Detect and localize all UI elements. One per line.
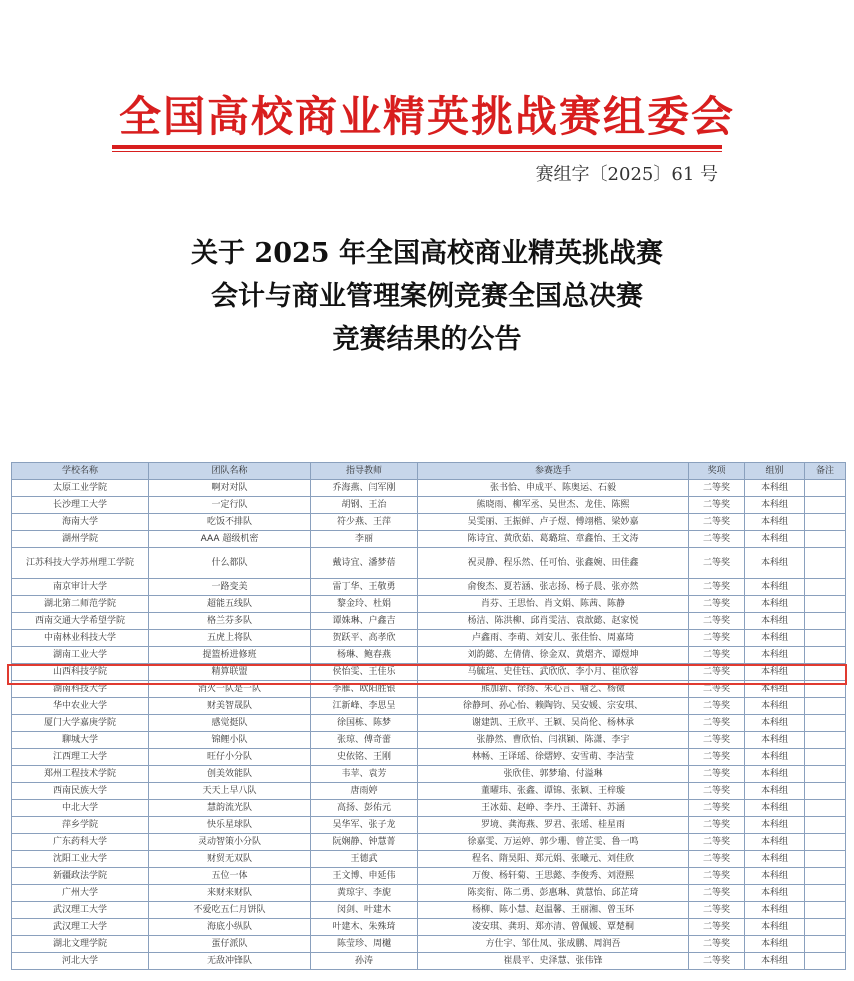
cell-remarks: [805, 885, 846, 902]
cell-participants: 王冰茹、赵峥、李丹、王潇轩、苏涵: [418, 800, 689, 817]
cell-group: 本科组: [745, 834, 805, 851]
cell-school: 南京审计大学: [12, 579, 149, 596]
table-row: [12, 480, 846, 497]
cell-group: 本科组: [745, 749, 805, 766]
cell-advisor: 王文博、申延伟: [311, 868, 418, 885]
table-row: [12, 749, 846, 766]
cell-school: 湖北文理学院: [12, 936, 149, 953]
cell-participants: 董曜玮、张鑫、谭锦、张颖、王梓璇: [418, 783, 689, 800]
cell-group: 本科组: [745, 531, 805, 548]
cell-award: 二等奖: [689, 497, 745, 514]
cell-group: 本科组: [745, 868, 805, 885]
cell-advisor: 李雁、欧阳胜银: [311, 681, 418, 698]
cell-school: 长沙理工大学: [12, 497, 149, 514]
cell-school: 太原工业学院: [12, 480, 149, 497]
cell-participants: 张欣佳、郭梦瑜、付溢琳: [418, 766, 689, 783]
cell-advisor: 侯怡雯、王佳乐: [311, 664, 418, 681]
cell-award: 二等奖: [689, 851, 745, 868]
table-row: [12, 630, 846, 647]
cell-award: 二等奖: [689, 936, 745, 953]
cell-remarks: [805, 800, 846, 817]
cell-participants: 杨柳、陈小慧、赵温馨、王丽湘、曾玉环: [418, 902, 689, 919]
cell-award: 二等奖: [689, 766, 745, 783]
cell-group: 本科组: [745, 579, 805, 596]
cell-remarks: [805, 531, 846, 548]
cell-award: 二等奖: [689, 902, 745, 919]
cell-group: 本科组: [745, 783, 805, 800]
headline-line-2: 会计与商业管理案例竞赛全国总决赛: [211, 281, 643, 312]
cell-participants: 刘韵懿、左倩倩、徐金双、黄熠齐、谭煜坤: [418, 647, 689, 664]
cell-advisor: 叶建木、朱殊琦: [311, 919, 418, 936]
table-row: [12, 868, 846, 885]
table-row: [12, 715, 846, 732]
cell-award: 二等奖: [689, 885, 745, 902]
cell-remarks: [805, 834, 846, 851]
cell-award: 二等奖: [689, 514, 745, 531]
table-row: [12, 800, 846, 817]
table-row: [12, 681, 846, 698]
table-row: [12, 817, 846, 834]
table-row: [12, 885, 846, 902]
cell-advisor: 黄琼宇、李旎: [311, 885, 418, 902]
cell-team: 五位一体: [149, 868, 311, 885]
table-row: [12, 936, 846, 953]
cell-group: 本科组: [745, 681, 805, 698]
cell-remarks: [805, 766, 846, 783]
cell-participants: 谢建凯、王欣平、王颖、吴尚伦、杨林承: [418, 715, 689, 732]
cell-remarks: [805, 548, 846, 579]
cell-advisor: 胡钢、王治: [311, 497, 418, 514]
cell-remarks: [805, 596, 846, 613]
column-header-remarks: 备注: [805, 463, 846, 480]
cell-award: 二等奖: [689, 783, 745, 800]
table-row: [12, 766, 846, 783]
cell-award: 二等奖: [689, 596, 745, 613]
cell-school: 海南大学: [12, 514, 149, 531]
cell-participants: 杨洁、陈洪柳、邱肖雯洁、袁歆懿、赵家悦: [418, 613, 689, 630]
cell-remarks: [805, 579, 846, 596]
cell-team: 来财来财队: [149, 885, 311, 902]
cell-award: 二等奖: [689, 531, 745, 548]
cell-school: 武汉理工大学: [12, 919, 149, 936]
cell-team: 感觉挺队: [149, 715, 311, 732]
cell-remarks: [805, 681, 846, 698]
table-row: [12, 698, 846, 715]
cell-participants: 肖芬、王思怡、肖文娟、陈茜、陈静: [418, 596, 689, 613]
cell-award: 二等奖: [689, 817, 745, 834]
cell-team: 创美效能队: [149, 766, 311, 783]
cell-participants: 张书恰、申成平、陈奥运、石毅: [418, 480, 689, 497]
table-row: [12, 548, 846, 579]
red-rule-thin: [112, 151, 722, 152]
cell-participants: 崔晨平、史泽慧、张伟锋: [418, 953, 689, 970]
cell-team: 一定行队: [149, 497, 311, 514]
cell-remarks: [805, 664, 846, 681]
headline-line-1: 关于 2025 年全国高校商业精英挑战赛: [191, 238, 663, 269]
table-row: [12, 514, 846, 531]
table-row: [12, 953, 846, 970]
cell-advisor: 雷丁华、王敬勇: [311, 579, 418, 596]
cell-group: 本科组: [745, 497, 805, 514]
cell-remarks: [805, 817, 846, 834]
column-header-participants: 参赛选手: [418, 463, 689, 480]
cell-participants: 程名、隋昊阳、郑元娟、张曦元、刘佳欣: [418, 851, 689, 868]
cell-advisor: 孙涛: [311, 953, 418, 970]
cell-team: 蛋仔派队: [149, 936, 311, 953]
cell-award: 二等奖: [689, 613, 745, 630]
cell-group: 本科组: [745, 715, 805, 732]
table-header-row: [12, 463, 846, 480]
cell-award: 二等奖: [689, 698, 745, 715]
cell-group: 本科组: [745, 548, 805, 579]
table-row: [12, 579, 846, 596]
cell-team: 海底小纵队: [149, 919, 311, 936]
cell-participants: 熊晓雨、柳军丞、吴世杰、龙佳、陈熙: [418, 497, 689, 514]
cell-team: 超能五线队: [149, 596, 311, 613]
cell-school: 江苏科技大学苏州理工学院: [12, 548, 149, 579]
cell-participants: 方仕宇、邹仕凤、张成鹏、周润吾: [418, 936, 689, 953]
cell-remarks: [805, 953, 846, 970]
announcement-headline: [0, 232, 854, 361]
cell-participants: 罗境、龚海燕、罗君、张瑶、桂星雨: [418, 817, 689, 834]
cell-school: 聊城大学: [12, 732, 149, 749]
cell-participants: 马毓瑄、史佳钰、武欣欣、李小月、崔欣蓉: [418, 664, 689, 681]
cell-participants: 熊加新、徐扬、朱心言、喻艺、杨微: [418, 681, 689, 698]
table-row: [12, 851, 846, 868]
cell-school: 萍乡学院: [12, 817, 149, 834]
cell-school: 广东药科大学: [12, 834, 149, 851]
table-row: [12, 732, 846, 749]
cell-team: AAA 超级机密: [149, 531, 311, 548]
cell-participants: 俞俊杰、夏若涵、张志扬、杨子晨、张亦然: [418, 579, 689, 596]
cell-participants: 陈诗宜、黄欣茹、葛璐瑄、章鑫怡、王文涛: [418, 531, 689, 548]
results-table: [11, 462, 846, 970]
cell-remarks: [805, 919, 846, 936]
cell-team: 财美智晟队: [149, 698, 311, 715]
cell-school: 西南民族大学: [12, 783, 149, 800]
table-row: [12, 783, 846, 800]
table-row: [12, 647, 846, 664]
table-row: [12, 497, 846, 514]
cell-group: 本科组: [745, 953, 805, 970]
cell-advisor: 阮娴静、钟慧菁: [311, 834, 418, 851]
cell-advisor: 张琼、傅奇蕾: [311, 732, 418, 749]
cell-remarks: [805, 715, 846, 732]
cell-award: 二等奖: [689, 480, 745, 497]
cell-group: 本科组: [745, 919, 805, 936]
cell-award: 二等奖: [689, 732, 745, 749]
cell-team: 一路变美: [149, 579, 311, 596]
cell-remarks: [805, 497, 846, 514]
cell-participants: 祝灵静、程乐然、任可怡、张鑫婉、田佳鑫: [418, 548, 689, 579]
cell-group: 本科组: [745, 732, 805, 749]
cell-remarks: [805, 936, 846, 953]
cell-remarks: [805, 480, 846, 497]
table-row: [12, 596, 846, 613]
cell-remarks: [805, 902, 846, 919]
cell-team: 锦鲤小队: [149, 732, 311, 749]
cell-participants: 陈奕衔、陈二勇、彭惠琳、黄慧怡、邱芷琦: [418, 885, 689, 902]
cell-award: 二等奖: [689, 800, 745, 817]
cell-award: 二等奖: [689, 834, 745, 851]
cell-school: 中北大学: [12, 800, 149, 817]
cell-advisor: 闵剑、叶建木: [311, 902, 418, 919]
cell-school: 湖州学院: [12, 531, 149, 548]
cell-advisor: 黎金玲、杜娟: [311, 596, 418, 613]
cell-remarks: [805, 783, 846, 800]
cell-team: 五虎上将队: [149, 630, 311, 647]
cell-advisor: 李丽: [311, 531, 418, 548]
cell-group: 本科组: [745, 596, 805, 613]
cell-team: 财贸无双队: [149, 851, 311, 868]
cell-school: 新疆政法学院: [12, 868, 149, 885]
table-row: [12, 834, 846, 851]
cell-participants: 林畅、王译瑶、徐熠婷、安雪萌、李洁莹: [418, 749, 689, 766]
cell-award: 二等奖: [689, 630, 745, 647]
cell-advisor: 高扬、彭佑元: [311, 800, 418, 817]
cell-school: 中南林业科技大学: [12, 630, 149, 647]
cell-award: 二等奖: [689, 953, 745, 970]
cell-group: 本科组: [745, 514, 805, 531]
cell-advisor: 杨琳、鲍春燕: [311, 647, 418, 664]
cell-school: 沈阳工业大学: [12, 851, 149, 868]
cell-participants: 徐嘉雯、万运婷、郭少珊、曾芷雯、鲁一鸣: [418, 834, 689, 851]
cell-team: 灵动智策小分队: [149, 834, 311, 851]
column-header-school: 学校名称: [12, 463, 149, 480]
column-header-group: 组别: [745, 463, 805, 480]
cell-remarks: [805, 851, 846, 868]
cell-award: 二等奖: [689, 647, 745, 664]
cell-remarks: [805, 647, 846, 664]
red-rule-thick: [112, 145, 722, 149]
cell-group: 本科组: [745, 480, 805, 497]
org-title: 全国高校商业精英挑战赛组委会: [118, 92, 735, 141]
cell-participants: 凌安琪、龚玥、郑亦清、曾佩媛、覃楚桐: [418, 919, 689, 936]
cell-group: 本科组: [745, 851, 805, 868]
cell-remarks: [805, 868, 846, 885]
cell-participants: 徐静珂、孙心怡、赖陶钧、吴安媛、宗安琪、: [418, 698, 689, 715]
cell-advisor: 戴诗宜、潘梦蓓: [311, 548, 418, 579]
cell-team: 不爱吃五仁月饼队: [149, 902, 311, 919]
cell-advisor: 吴华军、张子龙: [311, 817, 418, 834]
cell-school: 湖南工业大学: [12, 647, 149, 664]
column-header-award: 奖项: [689, 463, 745, 480]
cell-team: 无敌冲锋队: [149, 953, 311, 970]
cell-advisor: 徐国栋、陈梦: [311, 715, 418, 732]
cell-award: 二等奖: [689, 715, 745, 732]
cell-participants: 万俊、杨轩菊、王思懿、李俊秀、刘澄熙: [418, 868, 689, 885]
cell-award: 二等奖: [689, 749, 745, 766]
cell-group: 本科组: [745, 902, 805, 919]
table-row: [12, 664, 846, 681]
cell-group: 本科组: [745, 647, 805, 664]
cell-team: 格兰芬多队: [149, 613, 311, 630]
cell-school: 河北大学: [12, 953, 149, 970]
cell-school: 武汉理工大学: [12, 902, 149, 919]
column-header-team: 团队名称: [149, 463, 311, 480]
cell-team: 消火一队是一队: [149, 681, 311, 698]
cell-remarks: [805, 630, 846, 647]
cell-participants: 卢鑫雨、李萌、刘安儿、张佳怡、周嘉琦: [418, 630, 689, 647]
cell-group: 本科组: [745, 885, 805, 902]
cell-group: 本科组: [745, 800, 805, 817]
cell-group: 本科组: [745, 698, 805, 715]
cell-group: 本科组: [745, 936, 805, 953]
table-row: [12, 613, 846, 630]
headline-line-3: 竞赛结果的公告: [332, 324, 522, 355]
cell-group: 本科组: [745, 613, 805, 630]
cell-advisor: 韦苹、袁芳: [311, 766, 418, 783]
cell-advisor: 王德武: [311, 851, 418, 868]
cell-remarks: [805, 514, 846, 531]
cell-remarks: [805, 613, 846, 630]
cell-remarks: [805, 732, 846, 749]
cell-remarks: [805, 698, 846, 715]
cell-award: 二等奖: [689, 548, 745, 579]
cell-advisor: 江新峰、李思呈: [311, 698, 418, 715]
cell-team: 吃饭不排队: [149, 514, 311, 531]
cell-advisor: 贺跃平、高孝欣: [311, 630, 418, 647]
cell-school: 西南交通大学希望学院: [12, 613, 149, 630]
cell-advisor: 史依铭、王刚: [311, 749, 418, 766]
table-row: [12, 531, 846, 548]
cell-participants: 张静然、曹欣怡、闫祺颖、陈潇、李宇: [418, 732, 689, 749]
cell-school: 江西理工大学: [12, 749, 149, 766]
table-row: [12, 919, 846, 936]
cell-team: 天天上早八队: [149, 783, 311, 800]
cell-school: 郑州工程技术学院: [12, 766, 149, 783]
cell-group: 本科组: [745, 766, 805, 783]
cell-school: 湖南科技大学: [12, 681, 149, 698]
cell-remarks: [805, 749, 846, 766]
cell-team: 提篮桥进修班: [149, 647, 311, 664]
cell-team: 什么都队: [149, 548, 311, 579]
cell-school: 广州大学: [12, 885, 149, 902]
cell-group: 本科组: [745, 630, 805, 647]
cell-participants: 吴雯丽、王振鲜、卢子煜、傅翊楷、梁妙嘉: [418, 514, 689, 531]
cell-award: 二等奖: [689, 681, 745, 698]
cell-team: 啊对对队: [149, 480, 311, 497]
cell-advisor: 符少燕、王萍: [311, 514, 418, 531]
cell-award: 二等奖: [689, 919, 745, 936]
cell-advisor: 谭姝琳、户鑫吉: [311, 613, 418, 630]
document-number: 赛组字〔2025〕61 号: [535, 164, 718, 185]
cell-team: 快乐星球队: [149, 817, 311, 834]
cell-school: 湖北第二师范学院: [12, 596, 149, 613]
cell-award: 二等奖: [689, 664, 745, 681]
table-row: [12, 902, 846, 919]
cell-advisor: 唐雨婷: [311, 783, 418, 800]
cell-school: 山西科技学院: [12, 664, 149, 681]
cell-team: 精算联盟: [149, 664, 311, 681]
column-header-advisor: 指导教师: [311, 463, 418, 480]
cell-advisor: 陈莹珍、周樾: [311, 936, 418, 953]
cell-group: 本科组: [745, 817, 805, 834]
cell-advisor: 乔海燕、闫军刚: [311, 480, 418, 497]
cell-group: 本科组: [745, 664, 805, 681]
cell-award: 二等奖: [689, 868, 745, 885]
cell-school: 华中农业大学: [12, 698, 149, 715]
cell-team: 旺仔小分队: [149, 749, 311, 766]
cell-school: 厦门大学嘉庚学院: [12, 715, 149, 732]
cell-team: 慧韵流光队: [149, 800, 311, 817]
cell-award: 二等奖: [689, 579, 745, 596]
